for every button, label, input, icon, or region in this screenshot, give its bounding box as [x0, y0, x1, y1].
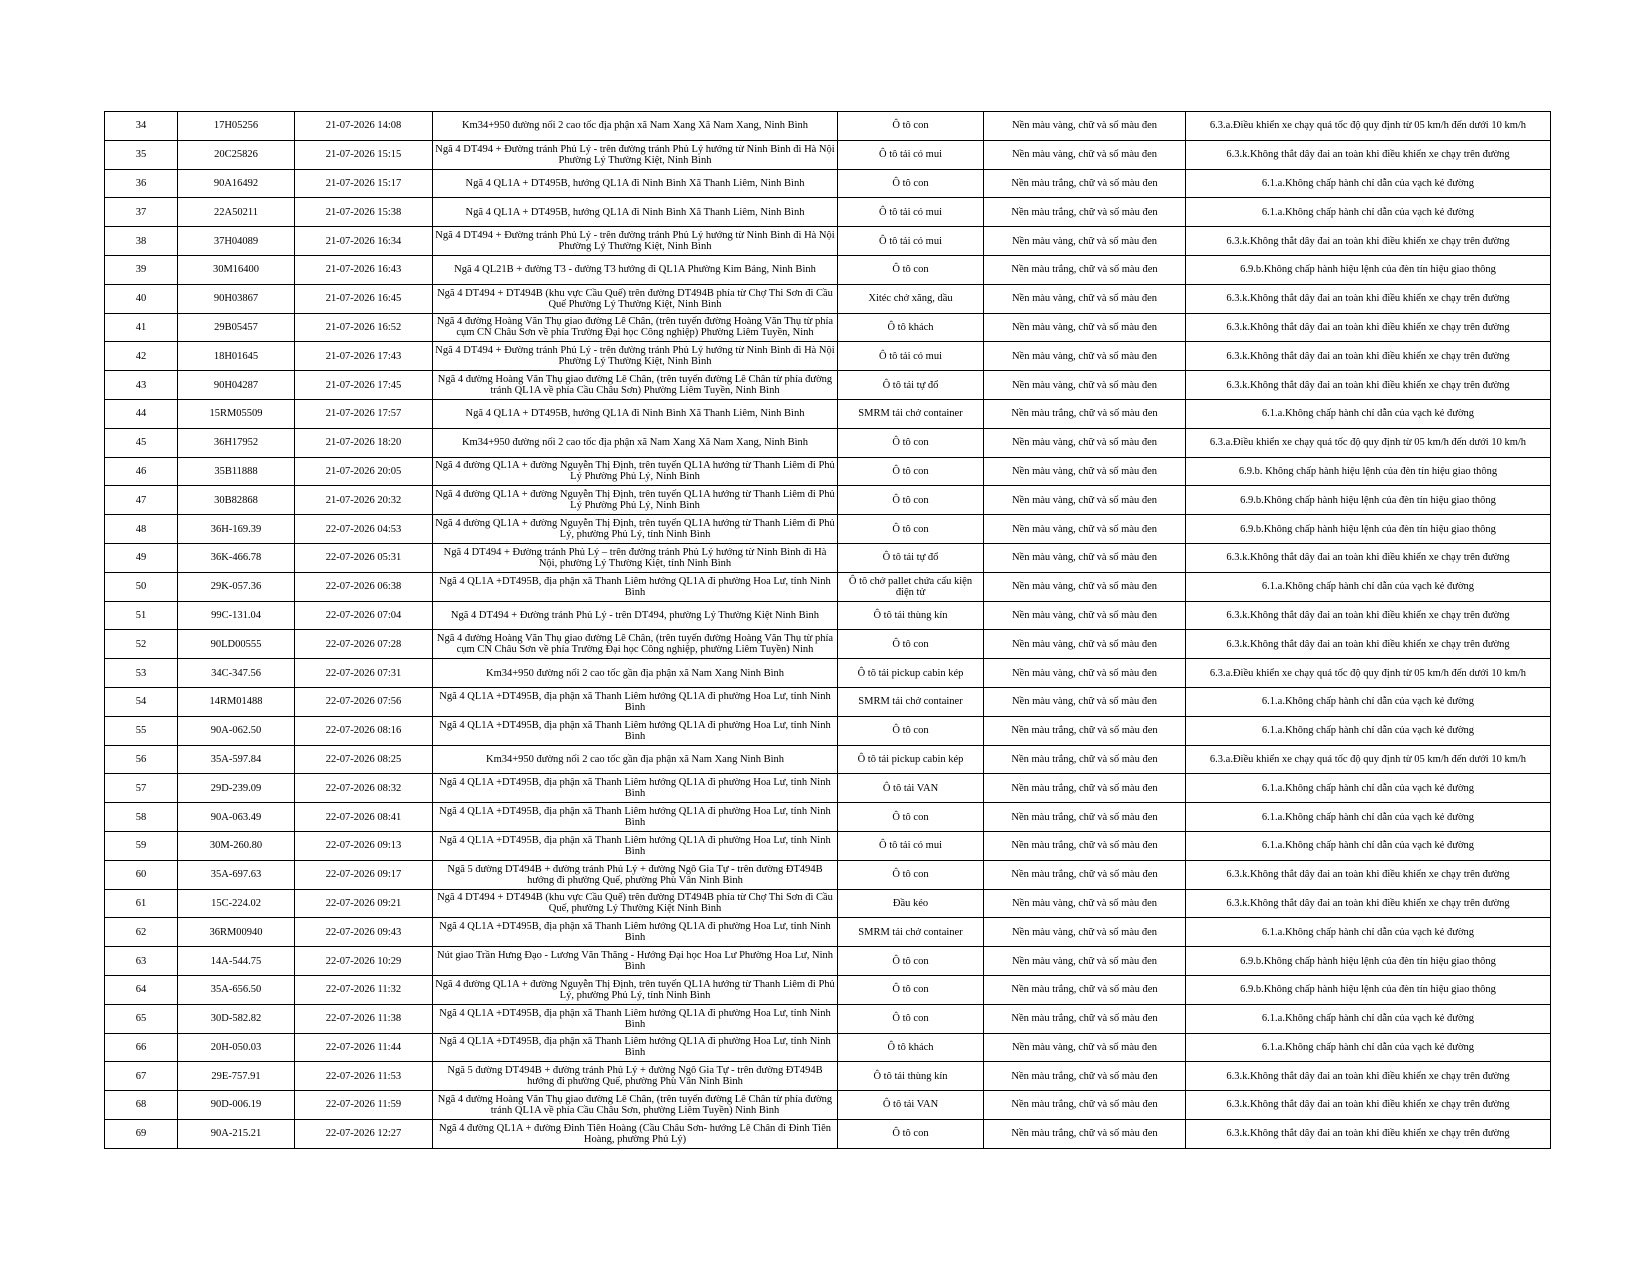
violation-location-cell: Ngã 4 QL1A +DT495B, địa phận xã Thanh Liêm hướng QL1A đi phường Hoa Lư, tỉnh Ninh Bình [433, 831, 838, 860]
vehicle-type-cell: Ô tô con [838, 255, 984, 284]
plate-color-cell: Nền màu vàng, chữ và số màu đen [984, 227, 1186, 256]
table-row [105, 803, 1551, 832]
violation-description-cell: 6.3.k.Không thắt dây đai an toàn khi điều khiển xe chạy trên đường [1186, 1091, 1551, 1120]
license-plate-cell: 35A-656.50 [178, 975, 295, 1004]
violation-description-cell: 6.3.k.Không thắt dây đai an toàn khi điều khiển xe chạy trên đường [1186, 630, 1551, 659]
vehicle-type-cell: Ô tô con [838, 975, 984, 1004]
violation-time-cell: 21-07-2026 17:43 [295, 342, 433, 371]
plate-color-cell: Nền màu vàng, chữ và số màu đen [984, 486, 1186, 515]
license-plate-cell: 35B11888 [178, 457, 295, 486]
violation-description-cell: 6.3.k.Không thắt dây đai an toàn khi điều khiển xe chạy trên đường [1186, 227, 1551, 256]
license-plate-cell: 29B05457 [178, 313, 295, 342]
plate-color-cell: Nền màu vàng, chữ và số màu đen [984, 428, 1186, 457]
violation-description-cell: 6.1.a.Không chấp hành chỉ dẫn của vạch kẻ đường [1186, 687, 1551, 716]
violation-time-cell: 22-07-2026 09:43 [295, 918, 433, 947]
table-row [105, 198, 1551, 227]
plate-color-cell: Nền màu trắng, chữ và số màu đen [984, 975, 1186, 1004]
table-row [105, 284, 1551, 313]
violation-description-cell: 6.3.k.Không thắt dây đai an toàn khi điều khiển xe chạy trên đường [1186, 284, 1551, 313]
row-number-cell: 57 [105, 774, 178, 803]
row-number-cell: 34 [105, 112, 178, 141]
violation-location-cell: Ngã 4 DT494 + Đường tránh Phủ Lý - trên đường tránh Phủ Lý hướng từ Ninh Bình đi Hà Nội Phường Lý Thường Kiệt, Ninh Bình [433, 342, 838, 371]
plate-color-cell: Nền màu vàng, chữ và số màu đen [984, 572, 1186, 601]
license-plate-cell: 90H03867 [178, 284, 295, 313]
vehicle-type-cell: Ô tô con [838, 860, 984, 889]
table-row [105, 313, 1551, 342]
vehicle-type-cell: Ô tô tải có mui [838, 198, 984, 227]
violation-time-cell: 21-07-2026 14:08 [295, 112, 433, 141]
plate-color-cell: Nền màu trắng, chữ và số màu đen [984, 198, 1186, 227]
violations-table [104, 111, 1551, 1149]
vehicle-type-cell: Ô tô tải VAN [838, 774, 984, 803]
violation-description-cell: 6.1.a.Không chấp hành chỉ dẫn của vạch kẻ đường [1186, 716, 1551, 745]
violation-location-cell: Ngã 4 đường Hoàng Văn Thụ giao đường Lê Chân, (trên tuyến đường Lê Chân từ phía đường tránh QL1A về phía Cầu Châu Sơn, phường Liêm Tuyền) Ninh Bình [433, 1091, 838, 1120]
license-plate-cell: 36K-466.78 [178, 543, 295, 572]
violation-description-cell: 6.3.k.Không thắt dây đai an toàn khi điều khiển xe chạy trên đường [1186, 1062, 1551, 1091]
license-plate-cell: 15RM05509 [178, 399, 295, 428]
vehicle-type-cell: Ô tô tải có mui [838, 831, 984, 860]
violation-time-cell: 21-07-2026 15:17 [295, 169, 433, 198]
vehicle-type-cell: SMRM tải chở container [838, 399, 984, 428]
table-row [105, 112, 1551, 141]
table-row [105, 342, 1551, 371]
row-number-cell: 54 [105, 687, 178, 716]
violation-time-cell: 22-07-2026 11:53 [295, 1062, 433, 1091]
license-plate-cell: 90A-062.50 [178, 716, 295, 745]
violation-location-cell: Ngã 4 DT494 + Đường tránh Phủ Lý - trên đường tránh Phủ Lý hướng từ Ninh Bình đi Hà Nội Phường Lý Thường Kiệt, Ninh Bình [433, 227, 838, 256]
vehicle-type-cell: SMRM tải chở container [838, 687, 984, 716]
plate-color-cell: Nền màu vàng, chữ và số màu đen [984, 687, 1186, 716]
vehicle-type-cell: Ô tô con [838, 515, 984, 544]
violation-description-cell: 6.9.b.Không chấp hành hiệu lệnh của đèn tín hiệu giao thông [1186, 947, 1551, 976]
plate-color-cell: Nền màu trắng, chữ và số màu đen [984, 1091, 1186, 1120]
table-row [105, 975, 1551, 1004]
violation-location-cell: Ngã 4 QL1A +DT495B, địa phận xã Thanh Liêm hướng QL1A đi phường Hoa Lư, tỉnh Ninh Bình [433, 687, 838, 716]
violation-location-cell: Ngã 4 DT494 + DT494B (khu vực Cầu Quế) trên đường DT494B phía từ Chợ Thi Sơn đi Cầu Quế Phường Lý Thường Kiệt, Ninh Bình [433, 284, 838, 313]
violation-location-cell: Ngã 4 DT494 + Đường tránh Phủ Lý - trên DT494, phường Lý Thường Kiệt Ninh Bình [433, 601, 838, 630]
table-row [105, 1033, 1551, 1062]
violation-time-cell: 22-07-2026 07:28 [295, 630, 433, 659]
violation-description-cell: 6.9.b.Không chấp hành hiệu lệnh của đèn tín hiệu giao thông [1186, 486, 1551, 515]
row-number-cell: 45 [105, 428, 178, 457]
violation-location-cell: Ngã 4 đường QL1A + đường Nguyễn Thị Định, trên tuyến QL1A hướng từ Thanh Liêm đi Phủ Lý Phường Phủ Lý, Ninh Bình [433, 457, 838, 486]
vehicle-type-cell: Ô tô chở pallet chứa cấu kiện điện tử [838, 572, 984, 601]
license-plate-cell: 17H05256 [178, 112, 295, 141]
row-number-cell: 58 [105, 803, 178, 832]
license-plate-cell: 30D-582.82 [178, 1004, 295, 1033]
row-number-cell: 41 [105, 313, 178, 342]
table-row [105, 889, 1551, 918]
violation-description-cell: 6.3.a.Điều khiển xe chạy quá tốc độ quy định từ 05 km/h đến dưới 10 km/h [1186, 428, 1551, 457]
violation-location-cell: Ngã 4 QL1A +DT495B, địa phận xã Thanh Liêm hướng QL1A đi phường Hoa Lư, tỉnh Ninh Bình [433, 716, 838, 745]
plate-color-cell: Nền màu trắng, chữ và số màu đen [984, 169, 1186, 198]
table-row [105, 1004, 1551, 1033]
license-plate-cell: 36H17952 [178, 428, 295, 457]
vehicle-type-cell: Ô tô con [838, 457, 984, 486]
license-plate-cell: 90A16492 [178, 169, 295, 198]
vehicle-type-cell: SMRM tải chở container [838, 918, 984, 947]
plate-color-cell: Nền màu trắng, chữ và số màu đen [984, 255, 1186, 284]
license-plate-cell: 30M16400 [178, 255, 295, 284]
table-row [105, 457, 1551, 486]
table-row [105, 169, 1551, 198]
violation-description-cell: 6.3.k.Không thắt dây đai an toàn khi điều khiển xe chạy trên đường [1186, 889, 1551, 918]
row-number-cell: 55 [105, 716, 178, 745]
violation-time-cell: 21-07-2026 16:34 [295, 227, 433, 256]
vehicle-type-cell: Ô tô khách [838, 313, 984, 342]
violation-location-cell: Ngã 4 QL1A +DT495B, địa phận xã Thanh Liêm hướng QL1A đi phường Hoa Lư, tỉnh Ninh Bình [433, 1033, 838, 1062]
vehicle-type-cell: Ô tô tải pickup cabin kép [838, 745, 984, 774]
violation-location-cell: Ngã 4 DT494 + Đường tránh Phủ Lý – trên đường tránh Phủ Lý hướng từ Ninh Bình đi Hà Nội, phường Lý Thường Kiệt, tỉnh Ninh Bình [433, 543, 838, 572]
row-number-cell: 65 [105, 1004, 178, 1033]
violation-time-cell: 21-07-2026 16:43 [295, 255, 433, 284]
violation-time-cell: 22-07-2026 08:41 [295, 803, 433, 832]
violation-description-cell: 6.1.a.Không chấp hành chỉ dẫn của vạch kẻ đường [1186, 198, 1551, 227]
violation-location-cell: Ngã 4 QL1A +DT495B, địa phận xã Thanh Liêm hướng QL1A đi phường Hoa Lư, tỉnh Ninh Bình [433, 572, 838, 601]
vehicle-type-cell: Ô tô tải có mui [838, 227, 984, 256]
violations-table-body [105, 112, 1551, 1149]
vehicle-type-cell: Ô tô tải VAN [838, 1091, 984, 1120]
plate-color-cell: Nền màu trắng, chữ và số màu đen [984, 1119, 1186, 1148]
vehicle-type-cell: Ô tô con [838, 630, 984, 659]
license-plate-cell: 14RM01488 [178, 687, 295, 716]
violation-description-cell: 6.1.a.Không chấp hành chỉ dẫn của vạch kẻ đường [1186, 1004, 1551, 1033]
violation-description-cell: 6.1.a.Không chấp hành chỉ dẫn của vạch kẻ đường [1186, 803, 1551, 832]
violation-time-cell: 22-07-2026 07:56 [295, 687, 433, 716]
violation-description-cell: 6.9.b.Không chấp hành hiệu lệnh của đèn tín hiệu giao thông [1186, 255, 1551, 284]
violation-location-cell: Ngã 4 DT494 + Đường tránh Phủ Lý - trên đường tránh Phủ Lý hướng từ Ninh Bình đi Hà Nội Phường Lý Thường Kiệt, Ninh Bình [433, 140, 838, 169]
license-plate-cell: 18H01645 [178, 342, 295, 371]
violations-table-container [104, 111, 1550, 1149]
license-plate-cell: 15C-224.02 [178, 889, 295, 918]
vehicle-type-cell: Ô tô tải thùng kín [838, 1062, 984, 1091]
violation-time-cell: 22-07-2026 08:32 [295, 774, 433, 803]
license-plate-cell: 35A-597.84 [178, 745, 295, 774]
plate-color-cell: Nền màu vàng, chữ và số màu đen [984, 313, 1186, 342]
row-number-cell: 66 [105, 1033, 178, 1062]
violation-time-cell: 22-07-2026 11:38 [295, 1004, 433, 1033]
violation-description-cell: 6.3.a.Điều khiển xe chạy quá tốc độ quy định từ 05 km/h đến dưới 10 km/h [1186, 745, 1551, 774]
row-number-cell: 40 [105, 284, 178, 313]
table-row [105, 630, 1551, 659]
table-row [105, 227, 1551, 256]
violation-location-cell: Ngã 4 đường Hoàng Văn Thụ giao đường Lê Chân, (trên tuyến đường Hoàng Văn Thụ từ phía cụm CN Châu Sơn về phía Trường Đại học Công nghiệp) Phường Liêm Tuyền, Ninh [433, 313, 838, 342]
violation-description-cell: 6.3.k.Không thắt dây đai an toàn khi điều khiển xe chạy trên đường [1186, 313, 1551, 342]
plate-color-cell: Nền màu vàng, chữ và số màu đen [984, 371, 1186, 400]
license-plate-cell: 30M-260.80 [178, 831, 295, 860]
plate-color-cell: Nền màu vàng, chữ và số màu đen [984, 284, 1186, 313]
row-number-cell: 56 [105, 745, 178, 774]
row-number-cell: 50 [105, 572, 178, 601]
license-plate-cell: 34C-347.56 [178, 659, 295, 688]
plate-color-cell: Nền màu trắng, chữ và số màu đen [984, 774, 1186, 803]
plate-color-cell: Nền màu trắng, chữ và số màu đen [984, 1062, 1186, 1091]
violation-description-cell: 6.1.a.Không chấp hành chỉ dẫn của vạch kẻ đường [1186, 572, 1551, 601]
violation-description-cell: 6.3.k.Không thắt dây đai an toàn khi điều khiển xe chạy trên đường [1186, 1119, 1551, 1148]
row-number-cell: 60 [105, 860, 178, 889]
vehicle-type-cell: Ô tô tải tự đổ [838, 543, 984, 572]
row-number-cell: 61 [105, 889, 178, 918]
violation-description-cell: 6.3.k.Không thắt dây đai an toàn khi điều khiển xe chạy trên đường [1186, 140, 1551, 169]
license-plate-cell: 29D-239.09 [178, 774, 295, 803]
violation-description-cell: 6.9.b. Không chấp hành hiệu lệnh của đèn tín hiệu giao thông [1186, 457, 1551, 486]
vehicle-type-cell: Ô tô khách [838, 1033, 984, 1062]
violation-location-cell: Km34+950 đường nối 2 cao tốc gần địa phận xã Nam Xang Ninh Bình [433, 745, 838, 774]
license-plate-cell: 35A-697.63 [178, 860, 295, 889]
vehicle-type-cell: Ô tô con [838, 1004, 984, 1033]
plate-color-cell: Nền màu trắng, chữ và số màu đen [984, 745, 1186, 774]
violation-location-cell: Nút giao Trần Hưng Đạo - Lương Văn Thăng - Hướng Đại học Hoa Lư Phường Hoa Lư, Ninh Bình [433, 947, 838, 976]
plate-color-cell: Nền màu trắng, chữ và số màu đen [984, 803, 1186, 832]
row-number-cell: 42 [105, 342, 178, 371]
row-number-cell: 49 [105, 543, 178, 572]
violation-time-cell: 21-07-2026 17:45 [295, 371, 433, 400]
license-plate-cell: 90LD00555 [178, 630, 295, 659]
vehicle-type-cell: Đầu kéo [838, 889, 984, 918]
row-number-cell: 46 [105, 457, 178, 486]
table-row [105, 399, 1551, 428]
violation-time-cell: 21-07-2026 16:52 [295, 313, 433, 342]
table-row [105, 947, 1551, 976]
violation-time-cell: 22-07-2026 04:53 [295, 515, 433, 544]
table-row [105, 774, 1551, 803]
violation-location-cell: Ngã 4 QL1A +DT495B, địa phận xã Thanh Liêm hướng QL1A đi phường Hoa Lư, tỉnh Ninh Bình [433, 803, 838, 832]
violation-time-cell: 22-07-2026 05:31 [295, 543, 433, 572]
table-row [105, 486, 1551, 515]
row-number-cell: 51 [105, 601, 178, 630]
plate-color-cell: Nền màu vàng, chữ và số màu đen [984, 112, 1186, 141]
plate-color-cell: Nền màu vàng, chữ và số màu đen [984, 947, 1186, 976]
plate-color-cell: Nền màu vàng, chữ và số màu đen [984, 543, 1186, 572]
violation-time-cell: 21-07-2026 15:38 [295, 198, 433, 227]
vehicle-type-cell: Ô tô con [838, 169, 984, 198]
vehicle-type-cell: Ô tô tải thùng kín [838, 601, 984, 630]
row-number-cell: 63 [105, 947, 178, 976]
violation-location-cell: Km34+950 đường nối 2 cao tốc gần địa phận xã Nam Xang Ninh Bình [433, 659, 838, 688]
table-row [105, 831, 1551, 860]
table-row [105, 1119, 1551, 1148]
vehicle-type-cell: Ô tô con [838, 803, 984, 832]
plate-color-cell: Nền màu vàng, chữ và số màu đen [984, 659, 1186, 688]
plate-color-cell: Nền màu trắng, chữ và số màu đen [984, 399, 1186, 428]
table-row [105, 140, 1551, 169]
violation-location-cell: Ngã 5 đường DT494B + đường tránh Phủ Lý + đường Ngô Gia Tự - trên đường ĐT494B hướng đi phường Quế, phường Phù Vân Ninh Bình [433, 1062, 838, 1091]
violation-location-cell: Ngã 4 đường Hoàng Văn Thụ giao đường Lê Chân, (trên tuyến đường Lê Chân từ phía đường tránh QL1A về phía Cầu Châu Sơn) Phường Liêm Tuyền, Ninh Bình [433, 371, 838, 400]
table-row [105, 745, 1551, 774]
row-number-cell: 62 [105, 918, 178, 947]
plate-color-cell: Nền màu vàng, chữ và số màu đen [984, 457, 1186, 486]
license-plate-cell: 90A-063.49 [178, 803, 295, 832]
license-plate-cell: 36RM00940 [178, 918, 295, 947]
plate-color-cell: Nền màu vàng, chữ và số màu đen [984, 515, 1186, 544]
vehicle-type-cell: Ô tô con [838, 947, 984, 976]
table-row [105, 918, 1551, 947]
violation-location-cell: Ngã 4 QL1A + DT495B, hướng QL1A đi Ninh Bình Xã Thanh Liêm, Ninh Bình [433, 198, 838, 227]
violation-time-cell: 22-07-2026 11:44 [295, 1033, 433, 1062]
license-plate-cell: 90D-006.19 [178, 1091, 295, 1120]
plate-color-cell: Nền màu trắng, chữ và số màu đen [984, 1004, 1186, 1033]
license-plate-cell: 22A50211 [178, 198, 295, 227]
table-row [105, 255, 1551, 284]
license-plate-cell: 30B82868 [178, 486, 295, 515]
vehicle-type-cell: Ô tô con [838, 1119, 984, 1148]
violation-description-cell: 6.3.k.Không thắt dây đai an toàn khi điều khiển xe chạy trên đường [1186, 601, 1551, 630]
violation-description-cell: 6.1.a.Không chấp hành chỉ dẫn của vạch kẻ đường [1186, 831, 1551, 860]
license-plate-cell: 90A-215.21 [178, 1119, 295, 1148]
plate-color-cell: Nền màu trắng, chữ và số màu đen [984, 831, 1186, 860]
violation-location-cell: Km34+950 đường nối 2 cao tốc địa phận xã Nam Xang Xã Nam Xang, Ninh Bình [433, 428, 838, 457]
violation-time-cell: 22-07-2026 11:32 [295, 975, 433, 1004]
violation-location-cell: Ngã 4 QL21B + đường T3 - đường T3 hướng đi QL1A Phường Kim Bảng, Ninh Bình [433, 255, 838, 284]
license-plate-cell: 29E-757.91 [178, 1062, 295, 1091]
violation-location-cell: Ngã 4 đường QL1A + đường Nguyễn Thị Định, trên tuyến QL1A hướng từ Thanh Liêm đi Phủ Lý, phường Phủ Lý, tỉnh Ninh Bình [433, 515, 838, 544]
license-plate-cell: 20C25826 [178, 140, 295, 169]
vehicle-type-cell: Xitéc chở xăng, dầu [838, 284, 984, 313]
violation-time-cell: 22-07-2026 08:25 [295, 745, 433, 774]
table-row [105, 716, 1551, 745]
violation-location-cell: Ngã 4 DT494 + DT494B (khu vực Cầu Quế) trên đường DT494B phía từ Chợ Thi Sơn đi Cầu Quế, phường Lý Thường Kiệt Ninh Bình [433, 889, 838, 918]
row-number-cell: 59 [105, 831, 178, 860]
violation-time-cell: 21-07-2026 17:57 [295, 399, 433, 428]
table-row [105, 428, 1551, 457]
license-plate-cell: 29K-057.36 [178, 572, 295, 601]
table-row [105, 687, 1551, 716]
license-plate-cell: 90H04287 [178, 371, 295, 400]
row-number-cell: 35 [105, 140, 178, 169]
violation-time-cell: 22-07-2026 08:16 [295, 716, 433, 745]
plate-color-cell: Nền màu vàng, chữ và số màu đen [984, 889, 1186, 918]
plate-color-cell: Nền màu vàng, chữ và số màu đen [984, 342, 1186, 371]
row-number-cell: 48 [105, 515, 178, 544]
violation-time-cell: 22-07-2026 07:31 [295, 659, 433, 688]
vehicle-type-cell: Ô tô tải có mui [838, 342, 984, 371]
table-row [105, 860, 1551, 889]
violation-description-cell: 6.3.k.Không thắt dây đai an toàn khi điều khiển xe chạy trên đường [1186, 860, 1551, 889]
row-number-cell: 47 [105, 486, 178, 515]
table-row [105, 572, 1551, 601]
violation-location-cell: Ngã 4 đường QL1A + đường Đinh Tiên Hoàng (Cầu Châu Sơn- hướng Lê Chân đi Đinh Tiên Hoàng, phường Phủ Lý) [433, 1119, 838, 1148]
violation-time-cell: 22-07-2026 07:04 [295, 601, 433, 630]
vehicle-type-cell: Ô tô con [838, 428, 984, 457]
violation-description-cell: 6.3.k.Không thắt dây đai an toàn khi điều khiển xe chạy trên đường [1186, 371, 1551, 400]
violation-time-cell: 21-07-2026 20:05 [295, 457, 433, 486]
violation-location-cell: Ngã 4 đường Hoàng Văn Thụ giao đường Lê Chân, (trên tuyến đường Hoàng Văn Thụ từ phía cụm CN Châu Sơn về phía Trường Đại học Công nghiệp, phường Liêm Tuyền) Ninh [433, 630, 838, 659]
vehicle-type-cell: Ô tô tải pickup cabin kép [838, 659, 984, 688]
row-number-cell: 68 [105, 1091, 178, 1120]
row-number-cell: 38 [105, 227, 178, 256]
table-row [105, 543, 1551, 572]
violation-location-cell: Ngã 4 QL1A +DT495B, địa phận xã Thanh Liêm hướng QL1A đi phường Hoa Lư, tỉnh Ninh Bình [433, 918, 838, 947]
row-number-cell: 39 [105, 255, 178, 284]
violation-location-cell: Km34+950 đường nối 2 cao tốc địa phận xã Nam Xang Xã Nam Xang, Ninh Bình [433, 112, 838, 141]
vehicle-type-cell: Ô tô con [838, 486, 984, 515]
table-row [105, 371, 1551, 400]
violation-time-cell: 22-07-2026 09:13 [295, 831, 433, 860]
violation-description-cell: 6.1.a.Không chấp hành chỉ dẫn của vạch kẻ đường [1186, 1033, 1551, 1062]
row-number-cell: 67 [105, 1062, 178, 1091]
license-plate-cell: 20H-050.03 [178, 1033, 295, 1062]
violation-location-cell: Ngã 4 đường QL1A + đường Nguyễn Thị Định, trên tuyến QL1A hướng từ Thanh Liêm đi Phủ Lý, phường Phủ Lý, tỉnh Ninh Bình [433, 975, 838, 1004]
row-number-cell: 69 [105, 1119, 178, 1148]
violation-location-cell: Ngã 4 QL1A + DT495B, hướng QL1A đi Ninh Bình Xã Thanh Liêm, Ninh Bình [433, 399, 838, 428]
violation-time-cell: 22-07-2026 10:29 [295, 947, 433, 976]
plate-color-cell: Nền màu vàng, chữ và số màu đen [984, 918, 1186, 947]
violation-description-cell: 6.3.a.Điều khiển xe chạy quá tốc độ quy định từ 05 km/h đến dưới 10 km/h [1186, 112, 1551, 141]
violation-time-cell: 22-07-2026 11:59 [295, 1091, 433, 1120]
violation-location-cell: Ngã 4 QL1A + DT495B, hướng QL1A đi Ninh Bình Xã Thanh Liêm, Ninh Bình [433, 169, 838, 198]
vehicle-type-cell: Ô tô tải tự đổ [838, 371, 984, 400]
plate-color-cell: Nền màu vàng, chữ và số màu đen [984, 630, 1186, 659]
violation-description-cell: 6.1.a.Không chấp hành chỉ dẫn của vạch kẻ đường [1186, 774, 1551, 803]
violation-time-cell: 21-07-2026 15:15 [295, 140, 433, 169]
license-plate-cell: 37H04089 [178, 227, 295, 256]
table-row [105, 601, 1551, 630]
violation-description-cell: 6.3.k.Không thắt dây đai an toàn khi điều khiển xe chạy trên đường [1186, 543, 1551, 572]
plate-color-cell: Nền màu vàng, chữ và số màu đen [984, 140, 1186, 169]
row-number-cell: 36 [105, 169, 178, 198]
plate-color-cell: Nền màu vàng, chữ và số màu đen [984, 1033, 1186, 1062]
violation-time-cell: 21-07-2026 20:32 [295, 486, 433, 515]
violation-location-cell: Ngã 4 QL1A +DT495B, địa phận xã Thanh Liêm hướng QL1A đi phường Hoa Lư, tỉnh Ninh Bình [433, 1004, 838, 1033]
violation-time-cell: 21-07-2026 18:20 [295, 428, 433, 457]
table-row [105, 659, 1551, 688]
plate-color-cell: Nền màu trắng, chữ và số màu đen [984, 716, 1186, 745]
table-row [105, 1062, 1551, 1091]
violation-description-cell: 6.1.a.Không chấp hành chỉ dẫn của vạch kẻ đường [1186, 169, 1551, 198]
license-plate-cell: 99C-131.04 [178, 601, 295, 630]
violation-description-cell: 6.1.a.Không chấp hành chỉ dẫn của vạch kẻ đường [1186, 399, 1551, 428]
violation-description-cell: 6.3.k.Không thắt dây đai an toàn khi điều khiển xe chạy trên đường [1186, 342, 1551, 371]
row-number-cell: 44 [105, 399, 178, 428]
license-plate-cell: 36H-169.39 [178, 515, 295, 544]
violation-description-cell: 6.1.a.Không chấp hành chỉ dẫn của vạch kẻ đường [1186, 918, 1551, 947]
table-row [105, 515, 1551, 544]
vehicle-type-cell: Ô tô con [838, 716, 984, 745]
plate-color-cell: Nền màu trắng, chữ và số màu đen [984, 860, 1186, 889]
violation-description-cell: 6.9.b.Không chấp hành hiệu lệnh của đèn tín hiệu giao thông [1186, 515, 1551, 544]
violation-location-cell: Ngã 4 QL1A +DT495B, địa phận xã Thanh Liêm hướng QL1A đi phường Hoa Lư, tỉnh Ninh Bình [433, 774, 838, 803]
violation-time-cell: 21-07-2026 16:45 [295, 284, 433, 313]
violation-time-cell: 22-07-2026 09:17 [295, 860, 433, 889]
table-row [105, 1091, 1551, 1120]
row-number-cell: 53 [105, 659, 178, 688]
license-plate-cell: 14A-544.75 [178, 947, 295, 976]
row-number-cell: 52 [105, 630, 178, 659]
vehicle-type-cell: Ô tô con [838, 112, 984, 141]
violation-time-cell: 22-07-2026 12:27 [295, 1119, 433, 1148]
plate-color-cell: Nền màu vàng, chữ và số màu đen [984, 601, 1186, 630]
row-number-cell: 64 [105, 975, 178, 1004]
violation-description-cell: 6.3.a.Điều khiển xe chạy quá tốc độ quy định từ 05 km/h đến dưới 10 km/h [1186, 659, 1551, 688]
violation-location-cell: Ngã 5 đường DT494B + đường tránh Phủ Lý + đường Ngô Gia Tự - trên đường ĐT494B hướng đi phường Quế, phường Phù Vân Ninh Bình [433, 860, 838, 889]
violation-time-cell: 22-07-2026 09:21 [295, 889, 433, 918]
violation-location-cell: Ngã 4 đường QL1A + đường Nguyễn Thị Định, trên tuyến QL1A hướng từ Thanh Liêm đi Phủ Lý Phường Phủ Lý, Ninh Bình [433, 486, 838, 515]
row-number-cell: 37 [105, 198, 178, 227]
vehicle-type-cell: Ô tô tải có mui [838, 140, 984, 169]
violation-time-cell: 22-07-2026 06:38 [295, 572, 433, 601]
violation-description-cell: 6.9.b.Không chấp hành hiệu lệnh của đèn tín hiệu giao thông [1186, 975, 1551, 1004]
row-number-cell: 43 [105, 371, 178, 400]
